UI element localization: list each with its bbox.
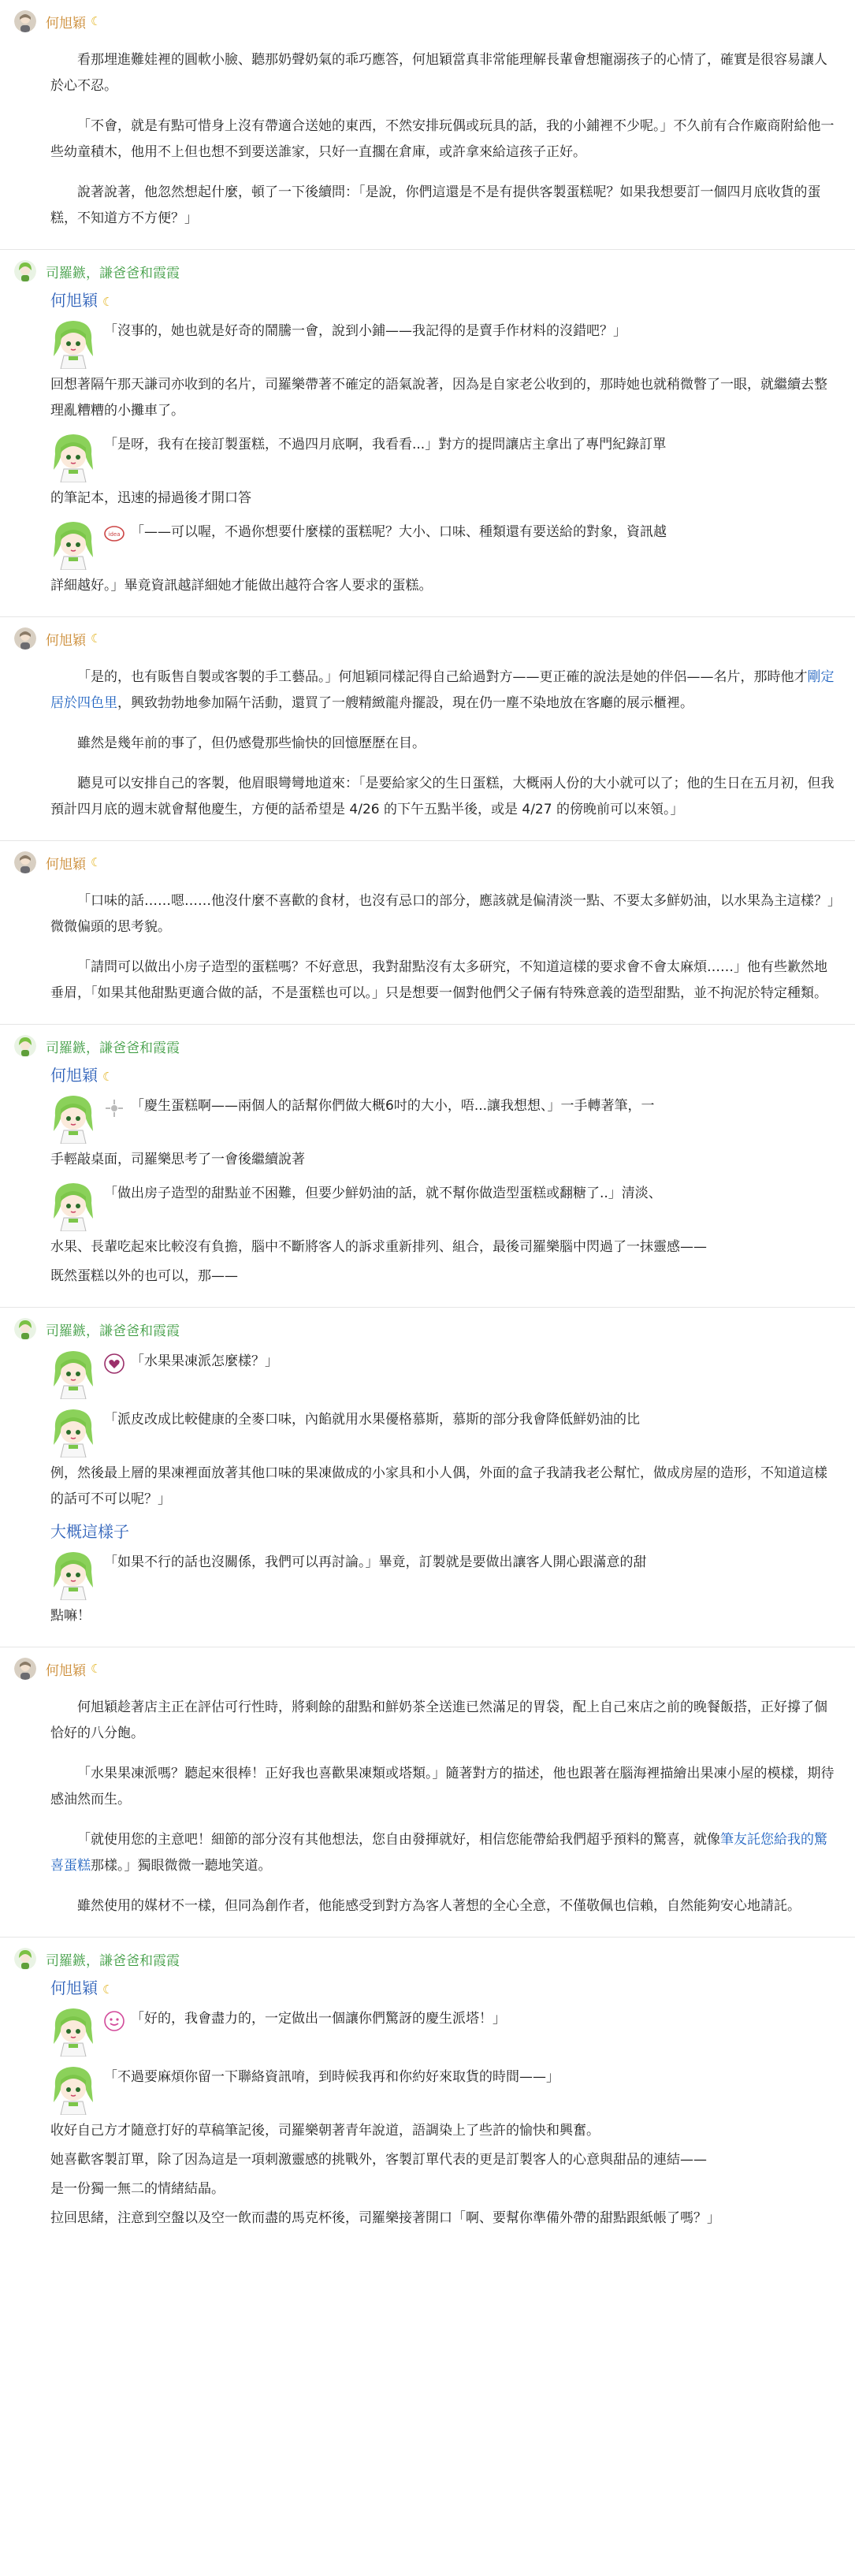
post-5 xyxy=(0,1308,855,1647)
paragraph xyxy=(50,731,835,757)
character-name: 何旭穎 ☾ xyxy=(50,291,113,310)
post-2 xyxy=(0,617,855,841)
post-header xyxy=(0,259,855,283)
continued-text: 的筆記本，迅速的掃過後才開口答 xyxy=(50,490,251,506)
character-name: 何旭穎 ☾ xyxy=(50,1979,113,1997)
post-header xyxy=(0,1657,855,1681)
text-segment: 聽見可以安排自己的客製，他眉眼彎彎地道來：「是要給家父的生日蛋糕，大概兩人份的大小就可以了；他的生日在五月初，但我預計四月底的週末就會幫他慶生，方便的話希望是 4/26 的下午五點半後，或是 4/27 的傍晚前可以來領。」 xyxy=(50,776,835,817)
character-sprite xyxy=(50,1548,96,1600)
continued-text: 詳細越好。」畢竟資訊越詳細她才能做出越符合客人要求的蛋糕。 xyxy=(50,578,433,594)
moon-icon: ☾ xyxy=(91,1662,102,1676)
idea-emote-icon xyxy=(104,524,125,545)
paragraph xyxy=(50,1695,835,1747)
moon-icon: ☾ xyxy=(91,14,102,28)
paragraph: 「不會，就是有點可惜身上沒有帶適合送她的東西，不然安排玩偶或玩具的話，我的小鋪裡不少呢。」不久前有合作廠商附給他一些幼童積木，他用不上但也想不到要送誰家，只好一直擱在倉庫，或許拿來給這孩子正好。 xyxy=(50,118,835,160)
author-name[interactable]: 司羅鏃，謙爸爸和霞霞 xyxy=(46,1323,180,1339)
continued-text: 是一份獨一無二的情緒結晶。 xyxy=(50,2181,225,2197)
author-name[interactable]: 司羅鏃，謙爸爸和霞霞 xyxy=(46,265,180,281)
continued-text: 點嘛！ xyxy=(50,1608,91,1624)
post-0 xyxy=(0,0,855,250)
post-body xyxy=(0,1092,855,1290)
moon-icon: ☾ xyxy=(102,295,113,309)
continued-text: 收好自己方才隨意打好的草稿筆記後，司羅樂朝著青年說道，語調染上了些許的愉快和興奮。 xyxy=(50,2123,600,2139)
avatar[interactable] xyxy=(14,260,36,282)
text-segment: 那樣。」獨眼微微一聽地笑道。 xyxy=(91,1858,272,1874)
text-segment: 雖然是幾年前的事了，但仍感覺那些愉快的回憶歷歷在目。 xyxy=(77,735,426,751)
character-sprite xyxy=(50,430,96,482)
post-3 xyxy=(0,841,855,1025)
moon-icon: ☾ xyxy=(91,631,102,646)
text-segment: 雖然使用的媒材不一樣，但同為創作者，他能感受到對方為客人著想的全心全意，不僅敬佩也信賴，自然能夠安心地請託。 xyxy=(77,1898,801,1914)
paragraph xyxy=(50,771,835,823)
heart-emote-icon xyxy=(104,1353,125,1374)
post-body xyxy=(0,47,855,232)
post-header xyxy=(0,851,855,874)
post-6 xyxy=(0,1647,855,1938)
continued-text: 既然蛋糕以外的也可以，那—— xyxy=(50,1268,238,1284)
continued-text: 回想著隔午那天謙司亦收到的名片，司羅樂帶著不確定的語氣說著，因為是自家老公收到的，那時她也就稍微瞥了一眼，就繼續去整理亂糟糟的小攤車了。 xyxy=(50,377,827,419)
smile-emote-icon xyxy=(104,2011,125,2031)
paragraph xyxy=(50,1827,835,1879)
avatar[interactable] xyxy=(14,1318,36,1340)
post-1 xyxy=(0,250,855,617)
dialogue-text: 「水果果凍派怎麼樣？」 xyxy=(131,1353,278,1369)
character-sprite xyxy=(50,1405,96,1457)
post-header xyxy=(0,9,855,33)
dialogue-text: 「如果不行的話也沒關係，我們可以再討論。」畢竟，訂製就是要做出讓客人開心跟滿意的甜 xyxy=(104,1554,647,1570)
post-4 xyxy=(0,1025,855,1308)
character-sprite xyxy=(50,1347,96,1399)
dialogue-row xyxy=(50,1092,835,1144)
character-sprite xyxy=(50,1092,96,1144)
post-header xyxy=(0,1947,855,1971)
author-name[interactable]: 何旭穎 xyxy=(46,632,86,649)
post-body xyxy=(0,2005,855,2232)
dialogue-row xyxy=(50,1548,835,1600)
text-segment: 何旭穎趁著店主正在評估可行性時，將剩餘的甜點和鮮奶茶全送進已然滿足的胃袋，配上自己來店之前的晚餐飯搭，正好撐了個恰好的八分飽。 xyxy=(50,1699,827,1741)
author-name[interactable]: 司羅鏃，謙爸爸和霞霞 xyxy=(46,1040,180,1056)
character-name: 大概這樣子 xyxy=(50,1522,129,1541)
post-body xyxy=(0,317,855,599)
paragraph xyxy=(50,1761,835,1813)
dialogue-text: 「不過要麻煩你留一下聯絡資訊唷，到時候我再和你約好來取貨的時間——」 xyxy=(104,2069,559,2085)
dialogue-row xyxy=(50,430,835,482)
author-name[interactable]: 何旭穎 xyxy=(46,1662,86,1679)
paragraph xyxy=(50,664,835,717)
character-sprite xyxy=(50,2005,96,2057)
post-header xyxy=(0,1034,855,1058)
dialogue-text: 「好的，我會盡力的，一定做出一個讓你們驚訝的慶生派塔！」 xyxy=(131,2011,506,2027)
continued-text: 例，然後最上層的果凍裡面放著其他口味的果凍做成的小家具和小人偶，外面的盒子我請我老公幫忙，做成房屋的造形，不知道這樣的話可不可以呢？」 xyxy=(50,1465,827,1507)
post-body xyxy=(0,1347,855,1629)
avatar[interactable] xyxy=(14,627,36,650)
moon-icon: ☾ xyxy=(91,855,102,869)
paragraph: 看那埋進難娃裡的圓軟小臉、聽那奶聲奶氣的乖巧應答，何旭穎當真非常能理解長輩會想寵溺孩子的心情了，確實是很容易讓人於心不忍。 xyxy=(50,52,827,94)
author-name[interactable]: 何旭穎 xyxy=(46,15,86,32)
post-7 xyxy=(0,1938,855,2249)
text-segment: 「水果果凍派嗎？聽起來很棒！正好我也喜歡果凍類或塔類。」隨著對方的描述，他也跟著在腦海裡描繪出果凍小屋的模樣，期待感油然而生。 xyxy=(50,1766,835,1807)
moon-icon: ☾ xyxy=(102,1070,113,1084)
dialogue-text: 「——可以喔，不過你想要什麼樣的蛋糕呢？大小、口味、種類還有要送給的對象，資訊越 xyxy=(131,524,667,540)
character-sprite xyxy=(50,2063,96,2115)
dialogue-row xyxy=(50,518,835,570)
continued-text: 水果、長輩吃起來比較沒有負擔，腦中不斷將客人的訴求重新排列、組合，最後司羅樂腦中閃過了一抹靈感—— xyxy=(50,1239,707,1255)
paragraph: 「口味的話……嗯……他沒什麼不喜歡的食材，也沒有忌口的部分，應該就是偏清淡一點、不要太多鮮奶油，以水果為主這樣？」微微偏頭的思考貌。 xyxy=(50,893,835,935)
author-name[interactable]: 司羅鏃，謙爸爸和霞霞 xyxy=(46,1952,180,1969)
inline-link[interactable]: 筆友託您給我的驚喜蛋糕 xyxy=(50,1832,827,1874)
dialogue-row xyxy=(50,2063,835,2115)
dialogue-text: 「做出房子造型的甜點並不困難，但要少鮮奶油的話，就不幫你做造型蛋糕或翻糖了..」清淡、 xyxy=(104,1186,662,1201)
author-name[interactable]: 何旭穎 xyxy=(46,856,86,873)
text-segment: 「就使用您的主意吧！細節的部分沒有其他想法，您自由發揮就好，相信您能帶給我們超乎預料的驚喜，就像 xyxy=(77,1832,720,1848)
continued-text: 她喜歡客製訂單，除了因為這是一項刺激靈感的挑戰外，客製訂單代表的更是訂製客人的心意與甜品的連結—— xyxy=(50,2152,707,2168)
paragraph xyxy=(50,1893,835,1919)
character-sprite xyxy=(50,518,96,570)
paragraph: 「請問可以做出小房子造型的蛋糕嗎？不好意思，我對甜點沒有太多研究，不知道這樣的要求會不會太麻煩……」他有些歉然地垂眉，「如果其他甜點更適合做的話，不是蛋糕也可以。」只是想要一個對他們父子倆有特殊意義的造型甜點，並不拘泥於特定種類。 xyxy=(50,959,827,1001)
inline-link[interactable]: 剛定居於四色里 xyxy=(50,669,835,711)
dialogue-text: 「是呀，我有在接訂製蛋糕，不過四月底啊，我看看...」對方的提問讓店主拿出了專門紀錄訂單 xyxy=(104,437,667,452)
avatar[interactable] xyxy=(14,1035,36,1057)
avatar[interactable] xyxy=(14,1948,36,1970)
dialogue-text: 「慶生蛋糕啊——兩個人的話幫你們做大概6吋的大小，唔...讓我想想、」一手轉著筆，一 xyxy=(131,1098,655,1114)
dialogue-row xyxy=(50,317,835,369)
text-segment: 「是的，也有販售自製或客製的手工藝品。」何旭穎同樣記得自己給過對方——更正確的說法是她的伴侶——名片，那時他才 xyxy=(77,669,808,685)
dialogue-row xyxy=(50,2005,835,2057)
sparkle-emote-icon xyxy=(104,1098,125,1119)
avatar[interactable] xyxy=(14,1658,36,1680)
paragraph: 說著說著，他忽然想起什麼，頓了一下後續問：「是說，你們這還是不是有提供客製蛋糕呢？如果我想要訂一個四月底收貨的蛋糕，不知道方不方便？」 xyxy=(50,184,821,226)
post-body xyxy=(0,888,855,1007)
post-header xyxy=(0,627,855,650)
avatar[interactable] xyxy=(14,10,36,32)
character-sprite xyxy=(50,1179,96,1231)
character-name: 何旭穎 ☾ xyxy=(50,1066,113,1085)
post-body xyxy=(0,664,855,823)
post-body xyxy=(0,1695,855,1919)
dialogue-row xyxy=(50,1347,835,1399)
dialogue-text: 「沒事的，她也就是好奇的鬧騰一會，說到小鋪——我記得的是賣手作材料的沒錯吧？」 xyxy=(104,323,626,339)
continued-text: 拉回思緒，注意到空盤以及空一飲而盡的馬克杯後，司羅樂接著開口「啊、要幫你準備外帶的甜點跟紙帳了嗎？」 xyxy=(50,2210,720,2226)
dialogue-text: 「派皮改成比較健康的全麥口味，內餡就用水果優格慕斯，慕斯的部分我會降低鮮奶油的比 xyxy=(104,1412,640,1428)
dialogue-row xyxy=(50,1405,835,1457)
character-sprite xyxy=(50,317,96,369)
dialogue-row xyxy=(50,1179,835,1231)
continued-text: 手輕敲桌面，司羅樂思考了一會後繼續說著 xyxy=(50,1152,305,1167)
moon-icon: ☾ xyxy=(102,1982,113,1997)
avatar[interactable] xyxy=(14,851,36,873)
post-header xyxy=(0,1317,855,1341)
svg-text:idea: idea xyxy=(108,531,121,538)
text-segment: ，興致勃勃地參加隔午活動，還買了一艘精緻龍舟擺設，現在仍一塵不染地放在客廳的展示櫃裡。 xyxy=(117,695,693,711)
